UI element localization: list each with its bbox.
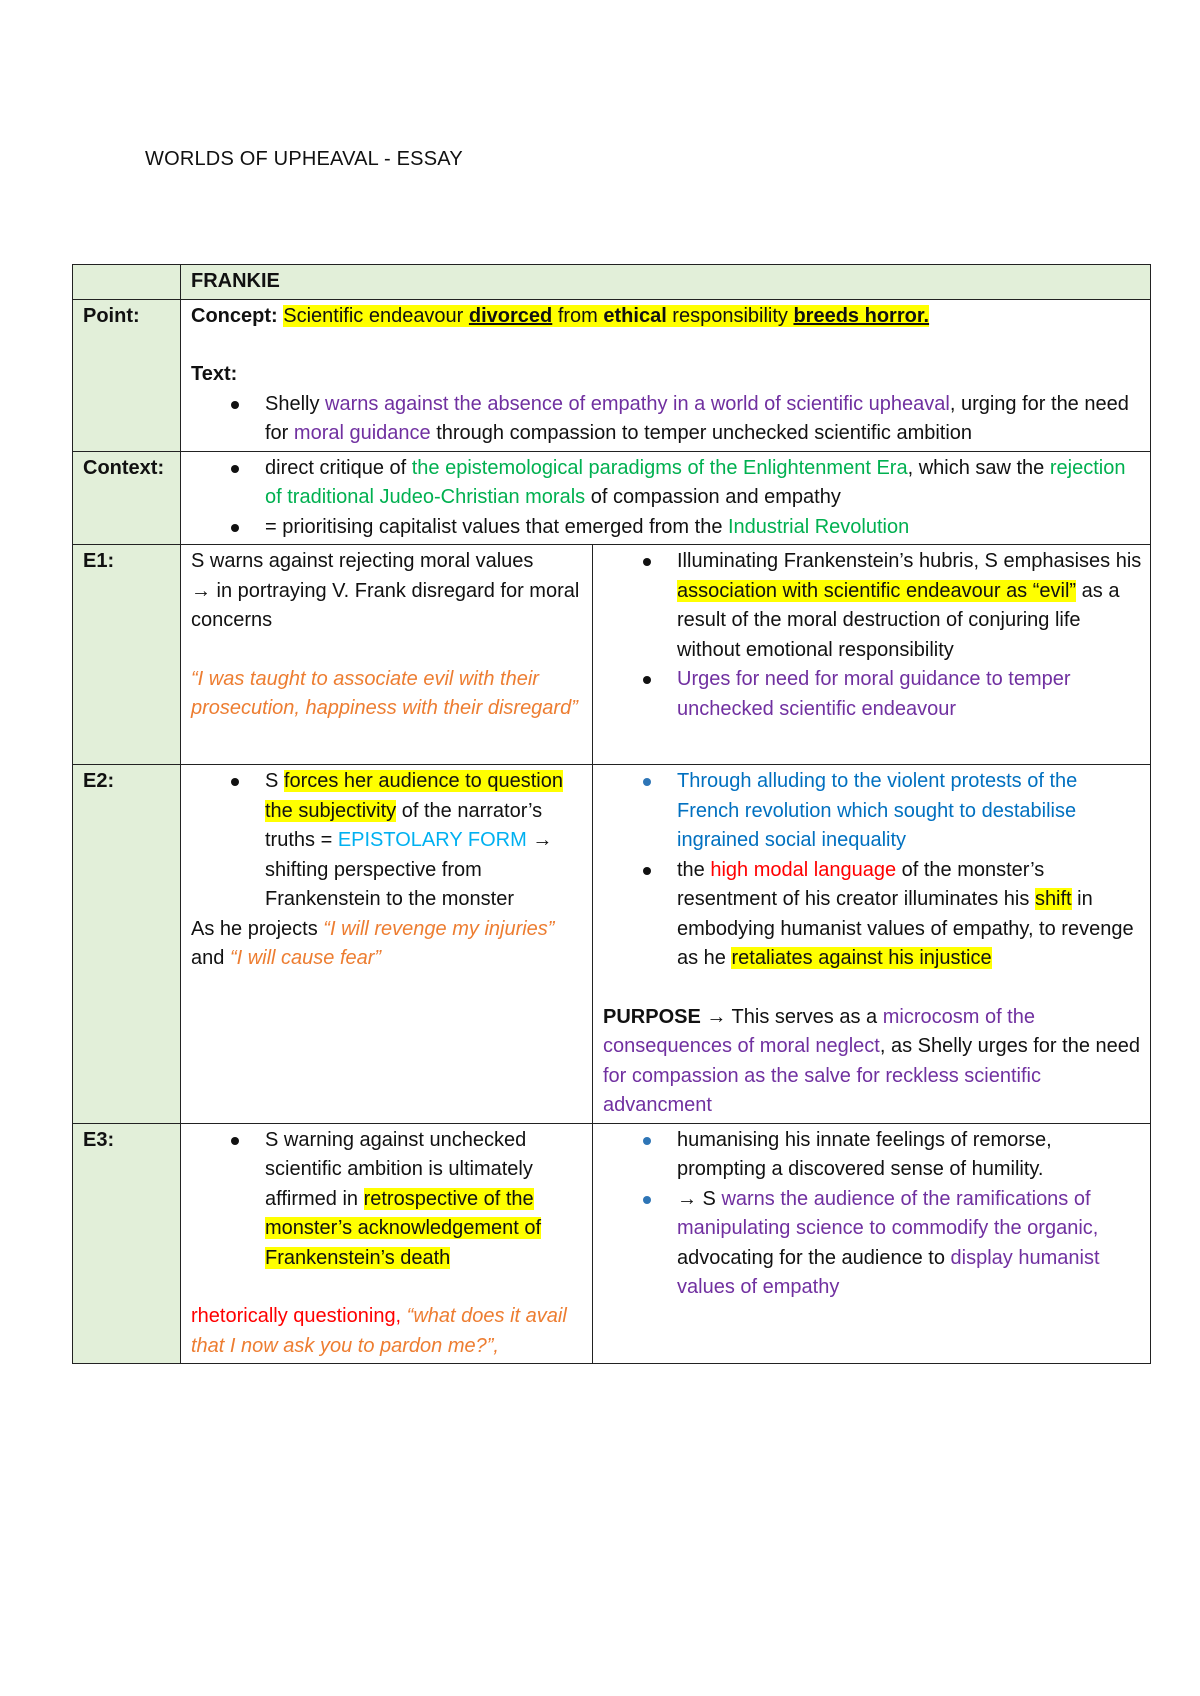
e2-row: [73, 765, 1151, 1124]
e1-left-text: S warns against rejecting moral values → in portraying V. Frank disregard for moral concerns: [191, 550, 580, 631]
list-item: S forces her audience to question the subjectivity of the narrator’s truths = EPISTOLARY FORM → shifting perspective from Frankenstein to the monster: [191, 767, 584, 915]
header-frankie-cell: FRANKIE: [181, 265, 1151, 300]
e1-quote: “I was taught to associate evil with their prosecution, happiness with their disregard”: [191, 667, 578, 719]
list-item: Illuminating Frankenstein’s hubris, S emphasises his association with scientific endeavour as “evil” as a result of the moral destruction of conjuring life without emotional responsibility: [603, 547, 1142, 665]
e2-projects-line: As he projects “I will revenge my injuries” and “I will cause fear”: [191, 917, 555, 969]
e3-label: E3:: [73, 1123, 181, 1364]
header-row: [73, 265, 1151, 300]
e2-label: E2:: [73, 765, 181, 1124]
e3-right-list: [603, 1126, 1142, 1303]
e1-right-cell: [593, 545, 1151, 765]
e3-left-list: [191, 1126, 584, 1274]
list-item: humanising his innate feelings of remorse, prompting a discovered sense of humility.: [603, 1126, 1142, 1185]
list-item: direct critique of the epistemological paradigms of the Enlightenment Era, which saw the rejection of traditional Judeo-Christian morals of compassion and empathy: [191, 454, 1142, 513]
e1-right-list: [603, 547, 1142, 724]
e2-right-cell: [593, 765, 1151, 1124]
e2-left-list: [191, 767, 584, 915]
e2-right-list: [603, 767, 1142, 974]
point-label: Point:: [73, 299, 181, 451]
context-label: Context:: [73, 451, 181, 545]
e1-label: E1:: [73, 545, 181, 765]
e1-row: [73, 545, 1151, 765]
list-item: S warning against unchecked scientific ambition is ultimately affirmed in retrospective of the monster’s acknowledgement of Frankenstein’s death: [191, 1126, 584, 1274]
list-item: the high modal language of the monster’s resentment of his creator illuminates his shift in embodying humanist values of empathy, to revenge as he retaliates against his injustice: [603, 856, 1142, 974]
e3-left-cell: [181, 1123, 593, 1364]
list-item: Shelly warns against the absence of empathy in a world of scientific upheaval, urging for the need for moral guidance through compassion to temper unchecked scientific ambition: [191, 390, 1142, 449]
list-item: Urges for need for moral guidance to temper unchecked scientific endeavour: [603, 665, 1142, 724]
e1-left-cell: [181, 545, 593, 765]
list-item: = prioritising capitalist values that emerged from the Industrial Revolution: [191, 513, 1142, 543]
e3-right-cell: [593, 1123, 1151, 1364]
context-content: [181, 451, 1151, 545]
concept-line: Concept: Scientific endeavour divorced from ethical responsibility breeds horror.: [191, 304, 930, 327]
e3-rhetorical-line: rhetorically questioning, “what does it avail that I now ask you to pardon me?”,: [191, 1305, 567, 1357]
header-corner-cell: [73, 265, 181, 300]
point-row: [73, 299, 1151, 451]
essay-table: [72, 264, 1151, 1364]
e2-left-cell: [181, 765, 593, 1124]
context-list: [191, 454, 1142, 543]
document-title: WORLDS OF UPHEAVAL - ESSAY: [145, 148, 463, 170]
point-text-list: [191, 390, 1142, 449]
point-content: [181, 299, 1151, 451]
purpose-paragraph: PURPOSE → This serves as a microcosm of the consequences of moral neglect, as Shelly urges for the need for compassion as the salve for reckless scientific advancment: [603, 1005, 1140, 1116]
list-item: Through alluding to the violent protests of the French revolution which sought to destabilise ingrained social inequality: [603, 767, 1142, 856]
e3-row: [73, 1123, 1151, 1364]
context-row: [73, 451, 1151, 545]
text-label: Text:: [191, 363, 238, 385]
list-item: → S warns the audience of the ramifications of manipulating science to commodify the organic, advocating for the audience to display humanist values of empathy: [603, 1185, 1142, 1303]
